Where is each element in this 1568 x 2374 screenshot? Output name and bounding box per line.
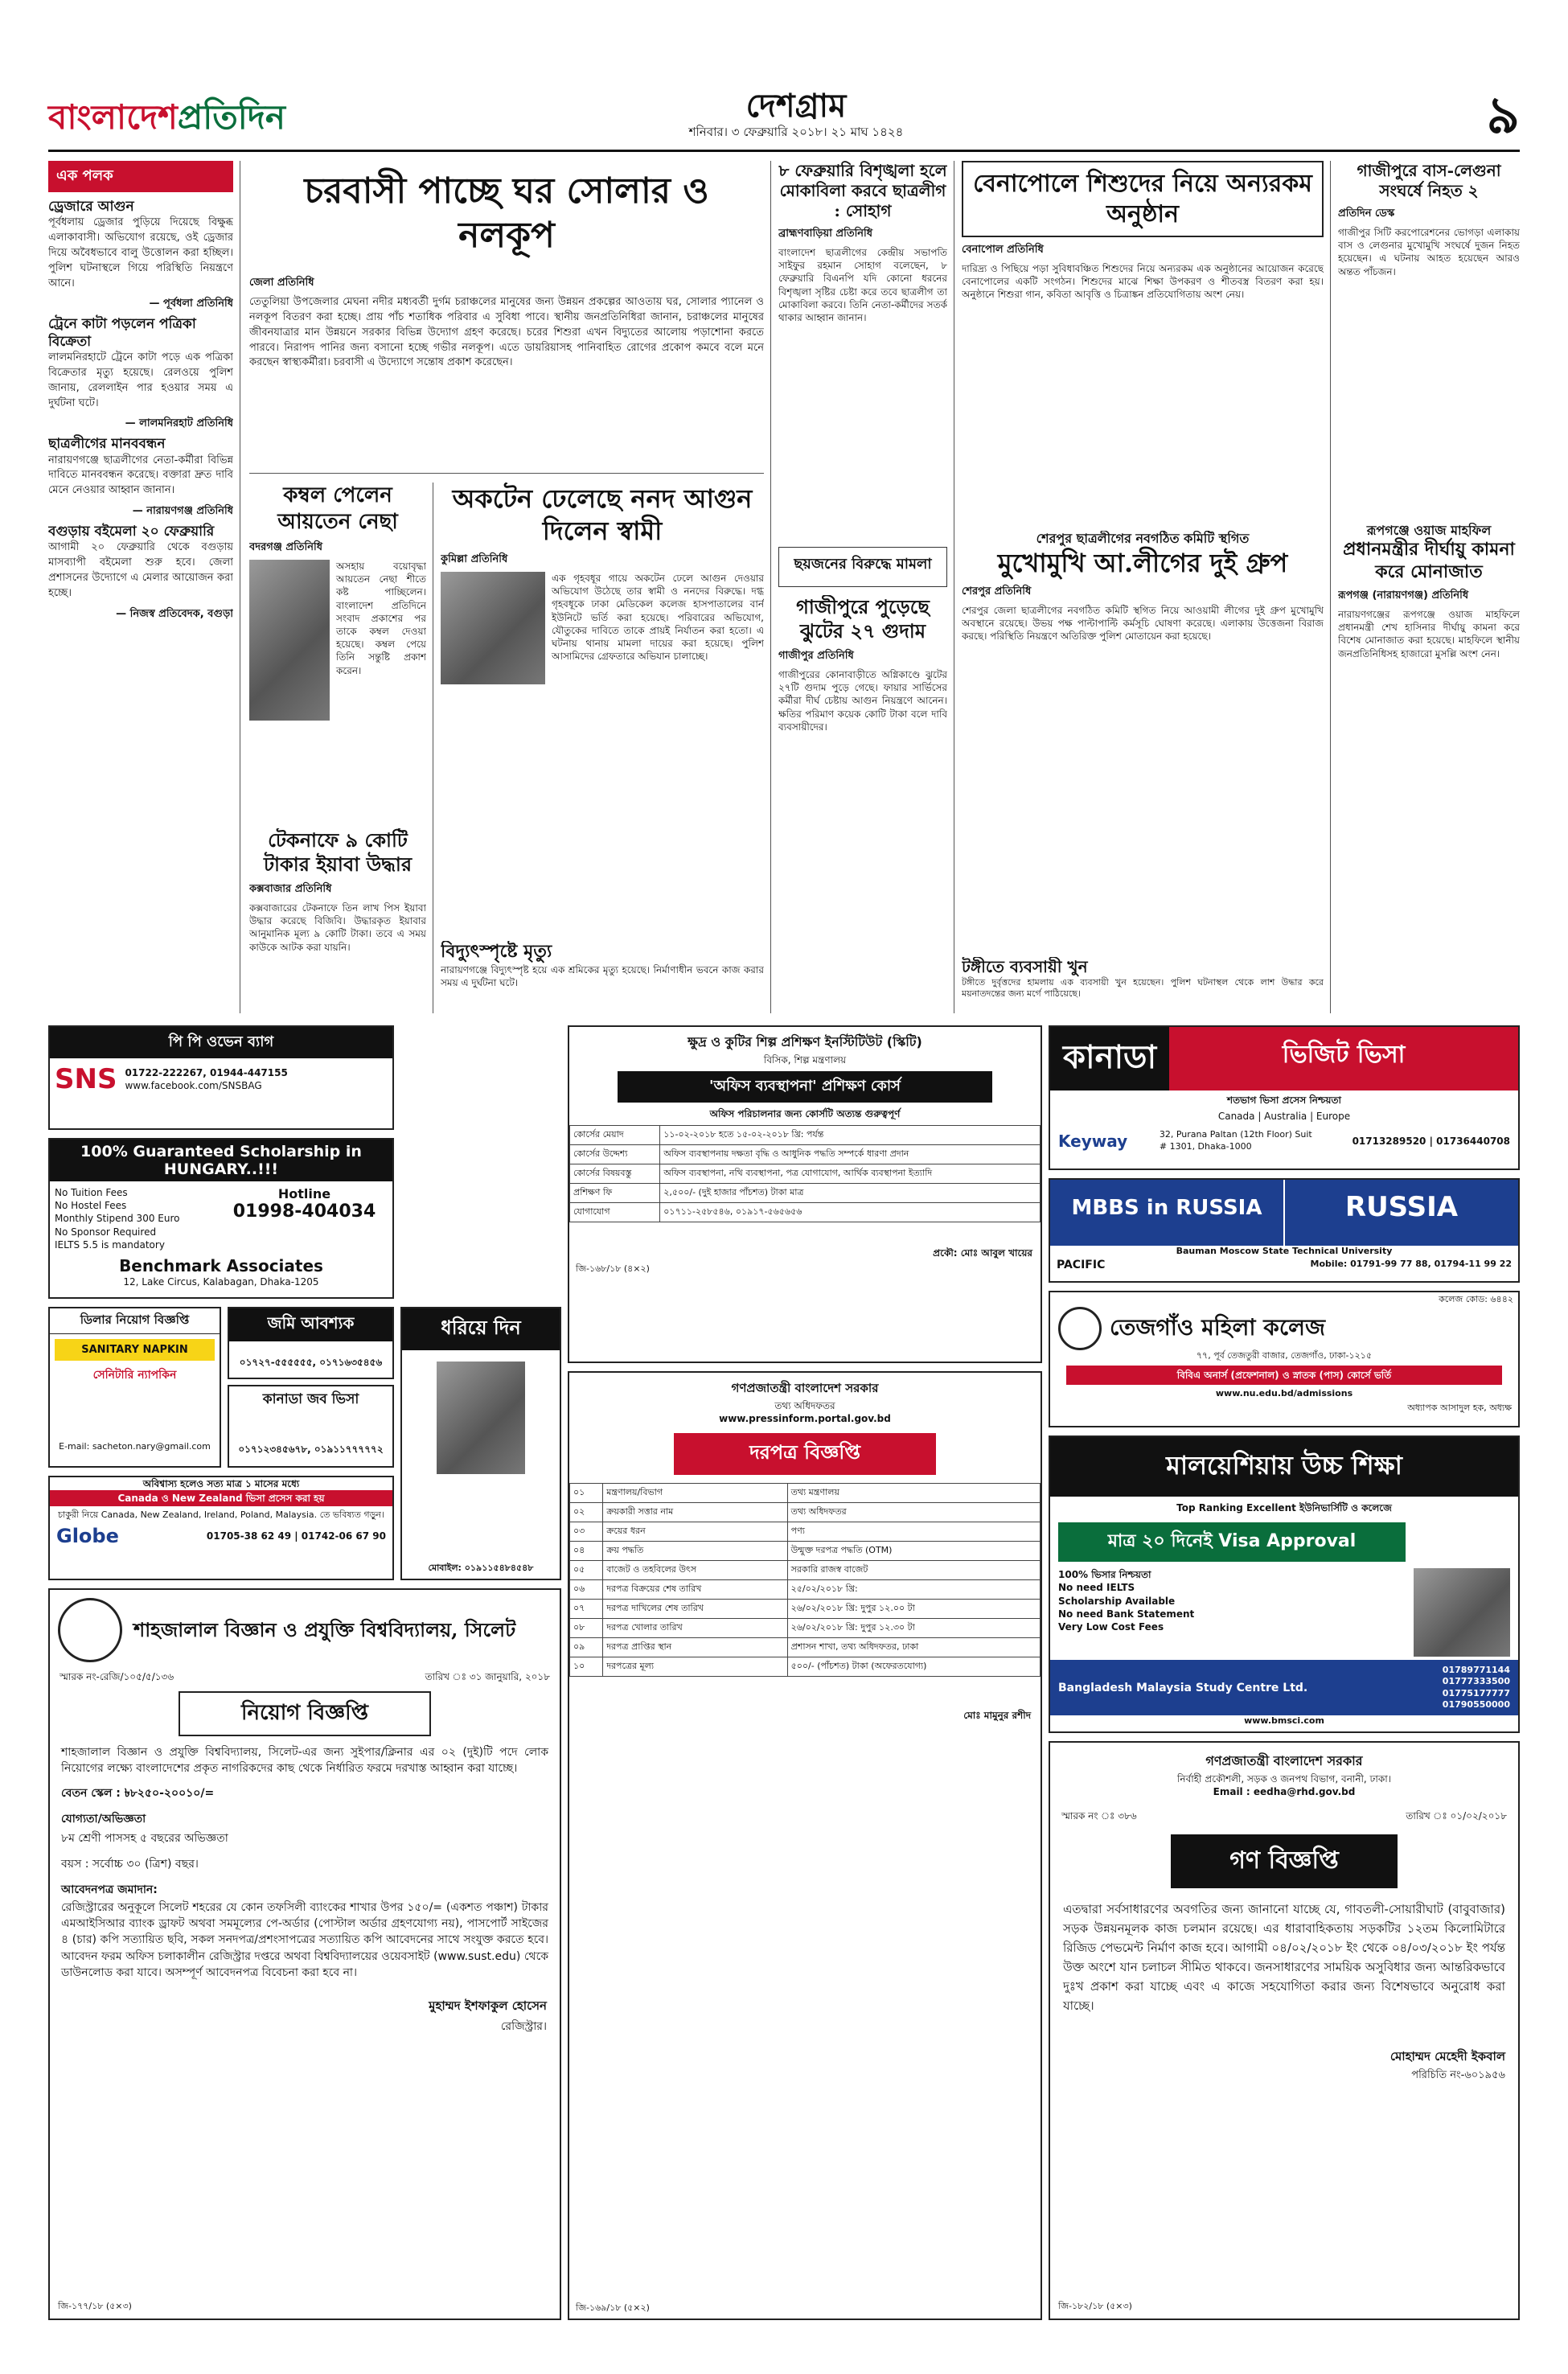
column-divider xyxy=(1330,161,1331,1013)
brief-body: পূর্বধলায় ড্রেজার পুড়িয়ে দিয়েছে বিক্ষুব্ধ এলাকাবাসী। অভিযোগ রয়েছে, ওই ড্রেজার দিয়ে অবৈধভাবে বালু উত্তোলন করা হচ্ছিল। পুলিশ ঘটনাস্থলে গিয়ে পরিস্থিতি নিয়ন্ত্রণে আনে। xyxy=(48,216,233,290)
table-cell: উন্মুক্ত দরপত্র পদ্ধতি (OTM) xyxy=(787,1542,1040,1561)
table-cell: ০৮ xyxy=(570,1619,603,1638)
ad-hungary xyxy=(48,1138,394,1299)
ad-tender-code: জি-১৬৯/১৮ (৫×২) xyxy=(576,2302,650,2313)
ad-canada-visit-title1: কানাডা xyxy=(1050,1027,1169,1090)
ad-tejgaon-foot: অধ্যাপক আসাদুল হক, অধ্যক্ষ xyxy=(1407,1403,1512,1414)
elderly-woman-photo xyxy=(249,560,330,721)
table-cell: অফিস ব্যবস্থাপনায় দক্ষতা বৃদ্ধি ও আধুনিক পদ্ধতি সম্পর্কে ধারণা প্রদান xyxy=(660,1145,1041,1164)
ad-canada-job-title: কানাডা জব ভিসা xyxy=(262,1391,359,1407)
table-cell: ১০ xyxy=(570,1657,603,1677)
table-row xyxy=(570,1484,1041,1503)
table-row xyxy=(570,1203,1041,1222)
ad-roads-ref: স্মারক নং ঃ ৩৮৬ xyxy=(1061,1810,1137,1822)
ad-canada-job-phone: ০১৭১২৩৪৫৬৭৮, ০১৯১১৭৭৭৭৭২ xyxy=(238,1444,384,1455)
ad-roads-title: গণ বিজ্ঞপ্তি xyxy=(1171,1834,1398,1888)
ad-canada-visit-address: 32, Purana Paltan (12th Floor) Suit # 1301, Dhaka-1000 xyxy=(1159,1129,1312,1152)
story-gazipur-fire xyxy=(778,595,947,1013)
brief-byline: — নারায়ণগঞ্জ প্রতিনিধি xyxy=(132,505,233,518)
brief-headline: বগুড়ায় বইমেলা ২০ ফেব্রুয়ারি xyxy=(48,524,215,540)
victim-photo xyxy=(441,572,545,684)
story-nanda-byline: কুমিল্লা প্রতিনিধি xyxy=(441,553,508,565)
story-sohag-headline: ৮ ফেব্রুয়ারি বিশৃঙ্খলা হলে মোকাবিলা করবে ছাত্রলীগ : সোহাগ xyxy=(778,161,947,220)
story-mahfil xyxy=(1338,523,1520,1013)
ad-dhoriye-phone: মোবাইল: ০১৯১১৫৪৮৪৫৪৮ xyxy=(428,1563,534,1573)
ad-malaysia-point: Scholarship Available xyxy=(1058,1595,1176,1607)
story-mamla-headline: ছয়জনের বিরুদ্ধে মামলা xyxy=(794,556,932,573)
story-mahfil-body: নারায়ণগঞ্জের রূপগঞ্জে ওয়াজ মাহফিলে প্রধানমন্ত্রী শেখ হাসিনার দীর্ঘায়ু কামনা করে বিশেষ মোনাজাত করা হয়েছে। মাহফিলে স্থানীয় জনপ্রতিনিধিসহ হাজারো মুসল্লি অংশ নেন। xyxy=(1338,609,1520,659)
story-bus xyxy=(1338,161,1520,515)
brief-body: আগামী ২০ ফেব্রুয়ারি থেকে বগুড়ায় মাসব্যাপী বইমেলা শুরু হবে। জেলা প্রশাসনের উদ্যোগে এ মেলার আয়োজন করা হচ্ছে। xyxy=(48,541,233,599)
ad-tender-dept: তথ্য অধিদফতর xyxy=(774,1400,835,1411)
ad-canada-visit-line: শতভাগ ভিসা প্রসেস নিশ্চয়তা xyxy=(1226,1095,1341,1106)
table-row xyxy=(570,1561,1041,1580)
table-row xyxy=(570,1638,1041,1657)
ad-dhoriye xyxy=(400,1307,561,1580)
table-cell: প্রশাসন শাখা, তথ্য অধিদফতর, ঢাকা xyxy=(787,1638,1040,1657)
brief-byline: — নিজস্ব প্রতিবেদক, বগুড়া xyxy=(116,607,233,620)
page-number: ৯ xyxy=(1486,86,1520,146)
ad-russia-uni: Bauman Moscow State Technical University xyxy=(1176,1246,1393,1256)
ad-globe-brand: Globe xyxy=(56,1524,119,1547)
table-cell: দরপত্র প্রাপ্তির স্থান xyxy=(603,1638,787,1657)
ad-sust-notice: নিয়োগ বিজ্ঞপ্তি xyxy=(179,1691,431,1736)
ad-malaysia-point: 100% ভিসার নিশ্চয়তা xyxy=(1058,1569,1151,1581)
ad-malaysia xyxy=(1049,1435,1520,1733)
story-mamla xyxy=(778,547,947,587)
ad-sust-ref: স্মারক নং-রেজি/১০৫/৫/১৩৬ xyxy=(60,1671,174,1682)
ad-malaysia-web: www.bmsci.com xyxy=(1244,1715,1324,1727)
story-gazipur-fire-body: গাজীপুরের কোনাবাড়ীতে অগ্নিকাণ্ডে ঝুটের ২৭টি গুদাম পুড়ে গেছে। ফায়ার সার্ভিসের কর্মীরা দীর্ঘ চেষ্টায় আগুন নিয়ন্ত্রণে আনেন। ক্ষতির পরিমাণ কয়েক কোটি টাকা বলে দাবি ব্যবসায়ীদের। xyxy=(778,669,947,733)
table-cell: তথ্য মন্ত্রণালয় xyxy=(787,1484,1040,1503)
story-sherpur-kicker: শেরপুর ছাত্রলীগের নবগঠিত কমিটি স্থগিত xyxy=(1036,531,1250,546)
brief-item xyxy=(48,436,233,520)
ad-dealer-brand: সেনিটারি ন্যাপকিন xyxy=(92,1369,177,1382)
story-sohag xyxy=(778,161,947,539)
ad-snsbag-title: পি পি ওভেন ব্যাগ xyxy=(50,1027,392,1058)
story-nanda-body: এক গৃহবধূর গায়ে অকটেন ঢেলে আগুন দেওয়ার অভিযোগ উঠেছে তার স্বামী ও ননদের বিরুদ্ধে। দগ্ধ গৃহবধূকে ঢাকা মেডিকেল কলেজ হাসপাতালের বার্ন ইউনিটে ভর্তি করা হয়েছে। পরিবারের অভিযোগ, যৌতুকের দাবিতে তাকে প্রায়ই নির্যাতন করা হতো। এ ঘটনায় থানায় মামলা দায়ের করা হয়েছে। পুলিশ আসামিদের গ্রেফতারে অভিযান চালাচ্ছে। xyxy=(552,573,764,663)
story-nanda-headline: অকটেন ঢেলেছে ননদ আগুন দিলেন স্বামী xyxy=(452,483,753,546)
story-bus-body: গাজীপুর সিটি করপোরেশনের ভোগড়া এলাকায় বাস ও লেগুনার মুখোমুখি সংঘর্ষে দুজন নিহত হয়েছেন। এ ঘটনায় আহত হয়েছেন আরও অন্তত পাঁচজন। xyxy=(1338,227,1520,277)
ad-hungary-point: No Sponsor Required xyxy=(55,1226,157,1238)
ad-sust-date: তারিখ ঃ ৩১ জানুয়ারি, ২০১৮ xyxy=(425,1671,550,1682)
story-benapole-body: দারিদ্র্য ও পিছিয়ে পড়া সুবিধাবঞ্চিত শিশুদের নিয়ে অন্যরকম এক অনুষ্ঠানের আয়োজন করেছে বেনাপোলের একটি সংগঠন। শিশুদের মাঝে শিক্ষা উপকরণ ও শীতবস্ত্র বিতরণ করা হয়। অনুষ্ঠানে শিশুরা গান, কবিতা আবৃত্তি ও চিত্রাঙ্কন প্রতিযোগিতায় অংশ নেয়। xyxy=(962,263,1324,301)
story-benapole xyxy=(962,161,1324,523)
ad-sust-body1: শাহজালাল বিজ্ঞান ও প্রযুক্তি বিশ্ববিদ্যালয়, সিলেট-এর জন্য সুইপার/ক্লিনার এর ০২ (দুই)টি পদে লোক নিয়োগের লক্ষ্যে বাংলাদেশের প্রকৃত নাগরিকদের কাছ থেকে নির্ধারিত ফরমে দরখাস্ত আহ্বান করা যাচ্ছে। xyxy=(61,1746,548,1776)
rule xyxy=(249,473,764,474)
story-benapole-headline: বেনাপোলে শিশুদের নিয়ে অন্যরকম অনুষ্ঠান xyxy=(962,161,1324,237)
ad-hungary-hotline: 01998-404034 xyxy=(232,1201,376,1222)
table-row xyxy=(570,1145,1041,1164)
ad-malaysia-ranking: Top Ranking Excellent ইউনিভার্সিটি ও কলেজে xyxy=(1176,1502,1392,1514)
ad-sust-apply-heading: আবেদনপত্র জমাদান: xyxy=(61,1883,158,1896)
ad-tender-title: দরপত্র বিজ্ঞপ্তি xyxy=(674,1433,936,1475)
table-cell: পণ্য xyxy=(787,1522,1040,1542)
ad-sust-code: জি-১৭৭/১৮ (৫×৩) xyxy=(58,2300,132,2311)
ad-sust-qual: ৮ম শ্রেণী পাসসহ ৫ বছরের অভিজ্ঞতা xyxy=(61,1831,228,1845)
story-mahfil-kicker: রূপগঞ্জে ওয়াজ মাহফিল xyxy=(1366,523,1492,538)
story-kombol-headline: কম্বল পেলেন আয়তেন নেছা xyxy=(277,483,398,534)
table-cell: মন্ত্রণালয়/বিভাগ xyxy=(603,1484,787,1503)
brief-item xyxy=(48,316,233,433)
story-sherpur-byline: শেরপুর প্রতিনিধি xyxy=(962,585,1032,598)
ad-tender-gov: গণপ্রজাতন্ত্রী বাংলাদেশ সরকার xyxy=(731,1381,879,1395)
ad-globe-line2: Canada ও New Zealand ভিসা প্রসেস করা হয় xyxy=(50,1490,392,1506)
story-char-byline: জেলা প্রতিনিধি xyxy=(249,277,314,289)
brief-byline: — পূর্বধলা প্রতিনিধি xyxy=(149,298,233,310)
table-row xyxy=(570,1126,1041,1145)
story-bidyut-body: নারায়ণগঞ্জে বিদ্যুৎস্পৃষ্ট হয়ে এক শ্রমিকের মৃত্যু হয়েছে। নির্মাণাধীন ভবনে কাজ করার সময় এ দুর্ঘটনা ঘটে। xyxy=(441,963,764,988)
table-row xyxy=(570,1503,1041,1522)
ad-roads-code: জি-১৮২/১৮ (৫×৩) xyxy=(1058,2300,1132,2311)
table-cell: ২৫/০২/২০১৮ খ্রি: xyxy=(787,1580,1040,1600)
ad-roads-date: তারিখ ঃ ০১/০২/২০১৮ xyxy=(1406,1810,1507,1822)
training-table xyxy=(569,1125,1041,1222)
ad-canada-visit-brand: Keyway xyxy=(1058,1131,1128,1151)
brief-label: এক পলক xyxy=(48,161,233,192)
table-cell: ২,৫০০/- (দুই হাজার পাঁচশত) টাকা মাত্র xyxy=(660,1184,1041,1203)
ad-globe-countries: চাকুরী নিয়ে Canada, New Zealand, Ireland, Poland, Malaysia. তে ভবিষ্যত গড়ুন। xyxy=(58,1509,384,1521)
story-bus-byline: প্রতিদিন ডেস্ক xyxy=(1338,207,1395,220)
brief-headline: ছাত্রলীগের মানববন্ধন xyxy=(48,436,166,453)
ad-russia-mobile: Mobile: 01791-99 77 88, 01794-11 99 22 xyxy=(1310,1259,1512,1270)
ad-roads xyxy=(1049,1741,1520,2320)
table-cell: সরকারি রাজস্ব বাজেট xyxy=(787,1561,1040,1580)
ad-sust xyxy=(48,1588,561,2320)
table-cell: তথ্য অধিদফতর xyxy=(787,1503,1040,1522)
column-divider xyxy=(770,161,771,1013)
table-cell: ০৯ xyxy=(570,1638,603,1657)
brief-body: নারায়ণগঞ্জে ছাত্রলীগের নেতা-কর্মীরা বিভিন্ন দাবিতে মানববন্ধন করেছে। বক্তারা দ্রুত দাবি মেনে নেওয়ার আহ্বান জানান। xyxy=(48,454,233,497)
ad-tender-web: www.pressinform.portal.gov.bd xyxy=(719,1413,891,1425)
table-cell: অফিস ব্যবস্থাপনা, নথি ব্যবস্থাপনা, পত্র যোগাযোগ, আর্থিক ব্যবস্থাপনা ইত্যাদি xyxy=(660,1164,1041,1184)
story-mahfil-headline: প্রধানমন্ত্রীর দীর্ঘায়ু কামনা করে মোনাজাত xyxy=(1343,539,1515,582)
story-teknaf-headline: টেকনাফে ৯ কোটি টাকার ইয়াবা উদ্ধার xyxy=(263,828,413,876)
table-cell: ২৬/০২/২০১৮ খ্রি: দুপুর ১২.০০ টা xyxy=(787,1600,1040,1619)
ad-tejgaon-code: কলেজ কোড: ৬৪৪২ xyxy=(1439,1294,1513,1304)
ad-sust-title: শাহজালাল বিজ্ঞান ও প্রযুক্তি বিশ্ববিদ্যালয়, সিলেট xyxy=(133,1618,516,1641)
ad-hungary-point: No Tuition Fees xyxy=(55,1187,128,1198)
table-cell: দরপত্র বিক্রয়ের শেষ তারিখ xyxy=(603,1580,787,1600)
table-cell: ০৪ xyxy=(570,1542,603,1561)
ad-roads-office: নির্বাহী প্রকৌশলী, সড়ক ও জনপথ বিভাগ, বনানী, ঢাকা। xyxy=(1176,1773,1391,1785)
issue-date: শনিবার। ৩ ফেব্রুয়ারি ২০১৮। ২১ মাঘ ১৪২৪ xyxy=(688,125,904,139)
story-teknaf-byline: কক্সবাজার প্রতিনিধি xyxy=(249,883,332,895)
brief-byline: — লালমনিরহাট প্রতিনিধি xyxy=(125,417,233,430)
section-title: দেশগ্রাম xyxy=(745,88,847,125)
ad-sust-qual-heading: যোগ্যতা/অভিজ্ঞতা xyxy=(61,1812,146,1826)
ad-globe-phones: 01705-38 62 49 | 01742-06 67 90 xyxy=(206,1530,386,1542)
ad-snsbag-brand: SNS xyxy=(55,1063,117,1095)
table-row xyxy=(570,1164,1041,1184)
college-seal-icon xyxy=(1058,1307,1102,1350)
ad-canada-visit-title2: ভিজিট ভিসা xyxy=(1169,1027,1518,1090)
story-gazipur-fire-byline: গাজীপুর প্রতিনিধি xyxy=(778,650,854,662)
story-sohag-body: বাংলাদেশ ছাত্রলীগের কেন্দ্রীয় সভাপতি সাইফুর রহমান সোহাগ বলেছেন, ৮ ফেব্রুয়ারি বিএনপি যদি কোনো ধরনের বিশৃঙ্খলা সৃষ্টির চেষ্টা করে তবে ছাত্রলীগ তা মোকাবিলা করবে। তিনি নেতা-কর্মীদের সতর্ক থাকার আহ্বান জানান। xyxy=(778,247,947,323)
table-row xyxy=(570,1184,1041,1203)
ad-snsbag-web: www.facebook.com/SNSBAG xyxy=(125,1080,262,1091)
ad-canada-visit xyxy=(1049,1025,1520,1170)
ad-canada-job xyxy=(228,1385,394,1468)
story-kombol xyxy=(249,483,426,820)
story-kombol-body: অসহায় বয়োবৃদ্ধা আয়তেন নেছা শীতে কষ্ট পাচ্ছিলেন। বাংলাদেশ প্রতিদিনে সংবাদ প্রকাশের পর তাকে কম্বল দেওয়া হয়েছে। কম্বল পেয়ে তিনি সন্তুষ্টি প্রকাশ করেন। xyxy=(336,561,426,676)
ad-malaysia-phone: 01775177777 xyxy=(1442,1687,1510,1698)
ad-globe xyxy=(48,1476,394,1580)
story-bidyut-headline: বিদ্যুৎস্পৃষ্টে মৃত্যু xyxy=(441,941,552,962)
masthead xyxy=(48,76,1520,149)
ad-roads-gov: গণপ্রজাতন্ত্রী বাংলাদেশ সরকার xyxy=(1205,1753,1363,1768)
newspaper-logo xyxy=(48,91,285,148)
table-row xyxy=(570,1580,1041,1600)
ad-canada-visit-phones: 01713289520 | 01736440708 xyxy=(1352,1135,1510,1147)
ad-tejgaon-band: বিবিএ অনার্স (প্রফেশনাল) ও স্নাতক (পাস) কোর্সে ভর্তি xyxy=(1066,1366,1502,1385)
ad-tender-signer: মোঃ মামুনুর রশীদ xyxy=(963,1710,1031,1722)
brief-item xyxy=(48,199,233,313)
student-photo xyxy=(1414,1568,1510,1657)
ad-globe-top: অবিশ্বাস্য হলেও সত্য মাত্র ১ মাসের মধ্যে xyxy=(142,1478,300,1489)
table-cell: ২৬/০২/২০১৮ খ্রি: দুপুর ১২.৩০ টা xyxy=(787,1619,1040,1638)
story-tongi xyxy=(962,957,1324,1013)
ad-hungary-point: IELTS 5.5 is mandatory xyxy=(55,1238,165,1251)
table-cell: ০৩ xyxy=(570,1522,603,1542)
story-sherpur-headline: মুখোমুখি আ.লীগের দুই গ্রুপ xyxy=(997,548,1288,578)
ad-training-intro: অফিস পরিচালনার জন্য কোর্সটি অত্যন্ত গুরুত্বপূর্ণ xyxy=(709,1108,901,1120)
ad-hungary-title: 100% Guaranteed Scholarship in HUNGARY..!!! xyxy=(50,1140,392,1181)
ad-snsbag xyxy=(48,1025,394,1130)
table-cell: ০৫ xyxy=(570,1561,603,1580)
ad-malaysia-point: No need Bank Statement xyxy=(1058,1608,1195,1620)
table-cell: দরপত্র খোলার তারিখ xyxy=(603,1619,787,1638)
table-cell: যোগাযোগ xyxy=(570,1203,660,1222)
table-cell: ক্রয়ের ধরন xyxy=(603,1522,787,1542)
story-bidyut xyxy=(441,941,764,1013)
table-cell: ০১৭১১-২৫৮৫৪৬, ০১৯১৭-৫৬৫৬৫৬ xyxy=(660,1203,1041,1222)
ad-snsbag-phones: 01722-222267, 01944-447155 xyxy=(125,1066,288,1078)
ad-sust-role: রেজিস্ট্রার। xyxy=(500,2020,547,2034)
table-row xyxy=(570,1542,1041,1561)
ad-training-code: জি-১৬৮/১৮ (৪×২) xyxy=(576,1263,650,1274)
ad-hungary-company: Benchmark Associates xyxy=(119,1255,323,1275)
ad-russia xyxy=(1049,1178,1520,1283)
university-seal-icon xyxy=(58,1598,122,1662)
brief-column xyxy=(48,161,233,1013)
table-cell: ০৭ xyxy=(570,1600,603,1619)
ad-jomi xyxy=(228,1307,394,1379)
ad-dhoriye-title: ধরিয়ে দিন xyxy=(402,1308,560,1350)
table-cell: কোর্সের মেয়াদ xyxy=(570,1126,660,1145)
ad-roads-body: এতদ্বারা সর্বসাধারণের অবগতির জন্য জানানো যাচ্ছে যে, গাবতলী-সোয়ারীঘাট (বাবুবাজার) সড়ক উন্নয়নমূলক কাজ চলমান রয়েছে। এর ধারাবাহিকতায় সড়কটির ১২তম কিলোমিটারে রিজিড পেভমেন্ট নির্মাণ কাজ হবে। আগামী ০৪/০২/২০১৮ ইং থেকে ০৪/০৩/২০১৮ ইং পর্যন্ত উক্ত অংশে যান চলাচল সীমিত থাকবে। জনসাধারণের সাময়িক অসুবিধার জন্য আন্তরিকভাবে দুঃখ প্রকাশ করা যাচ্ছে এবং এ কাজে সহযোগিতা করার জন্য বিশেষভাবে অনুরোধ করা যাচ্ছে। xyxy=(1063,1901,1505,2013)
ad-roads-signer: মোহাম্মদ মেহেদী ইকবাল xyxy=(1389,2048,1505,2064)
ad-malaysia-point: Very Low Cost Fees xyxy=(1058,1620,1164,1633)
story-teknaf-body: কক্সবাজারের টেকনাফে তিন লাখ পিস ইয়াবা উদ্ধার করেছে বিজিবি। উদ্ধারকৃত ইয়াবার আনুমানিক মূল্য ৯ কোটি টাকা। তবে এ সময় কাউকে আটক করা যায়নি। xyxy=(249,902,426,953)
ad-dealer xyxy=(48,1307,221,1468)
table-cell: বাজেট ও তহবিলের উৎস xyxy=(603,1561,787,1580)
ad-hungary-hotline-label: Hotline xyxy=(277,1186,331,1201)
ad-malaysia-phone: 01789771144 xyxy=(1442,1665,1510,1676)
story-tongi-body: টঙ্গীতে দুর্বৃত্তদের হামলায় এক ব্যবসায়ী খুন হয়েছেন। পুলিশ ঘটনাস্থল থেকে লাশ উদ্ধার করে ময়নাতদন্তের জন্য মর্গে পাঠিয়েছে। xyxy=(962,977,1324,1000)
story-sherpur xyxy=(962,531,1324,949)
story-gazipur-fire-headline: গাজীপুরে পুড়েছে ঝুটের ২৭ গুদাম xyxy=(796,595,930,643)
ad-dealer-email: E-mail: sacheton.nary@gmail.com xyxy=(59,1441,211,1452)
story-tongi-headline: টঙ্গীতে ব্যবসায়ী খুন xyxy=(962,957,1088,976)
table-cell: ০৬ xyxy=(570,1580,603,1600)
ad-malaysia-brand: Bangladesh Malaysia Study Centre Ltd. xyxy=(1058,1681,1308,1694)
ad-training-signer: প্রকৌ: মোঃ আবুল খায়ের xyxy=(933,1247,1032,1259)
ad-sust-pay: বেতন স্কেল : ৳৮২৫০-২০০১০/= xyxy=(61,1786,215,1800)
ad-russia-right: RUSSIA xyxy=(1283,1180,1518,1246)
story-sohag-byline: ব্রাহ্মণবাড়িয়া প্রতিনিধি xyxy=(778,228,873,240)
story-char-headline: চরবাসী পাচ্ছে ঘর সোলার ও নলকূপ xyxy=(304,170,709,256)
ad-tender xyxy=(568,1371,1042,2320)
table-cell: ০১ xyxy=(570,1484,603,1503)
ad-tejgaon-addr: ৭৭, পূর্ব তেজতুরী বাজার, তেজগাঁও, ঢাকা-১২১৫ xyxy=(1196,1350,1373,1362)
ad-russia-brand: PACIFIC xyxy=(1057,1259,1106,1272)
ad-sust-body2: রেজিস্ট্রারের অনুকূলে সিলেট শহরের যে কোন তফসিলী ব্যাংকের শাখার উপর ১৫০/= (একশত পঞ্চাশ) টাকার এমআইসিআর ব্যাংক ড্রাফট অথবা সমমূল্যের পে-অর্ডার (পোস্টাল অর্ডার গ্রহণযোগ্য নয়), পাসপোর্ট সাইজের ৪ (চার) কপি সত্যায়িত ছবি, সকল সনদপত্র/প্রশংসাপত্রের সত্যায়িত কপি আবেদনের সাথে সংযুক্ত করতে হবে। আবেদন ফরম অফিস চলাকালীন রেজিস্ট্রার দপ্তরে অথবা বিশ্ববিদ্যালয়ের ওয়েবসাইট (www.sust.edu) থেকে ডাউনলোড করা যাবে। অসম্পূর্ণ আবেদনপত্র বিবেচনা করা হবে না। xyxy=(61,1900,548,1979)
ad-malaysia-approval: মাত্র ২০ দিনেই Visa Approval xyxy=(1058,1522,1406,1562)
ad-tejgaon-web: www.nu.edu.bd/admissions xyxy=(1215,1387,1353,1399)
ad-training-course: 'অফিস ব্যবস্থাপনা' প্রশিক্ষণ কোর্স xyxy=(618,1071,992,1103)
table-cell: দরপত্রের মূল্য xyxy=(603,1657,787,1677)
story-sherpur-body: শেরপুর জেলা ছাত্রলীগের নবগঠিত কমিটি স্থগিত নিয়ে আওয়ামী লীগের দুই গ্রুপ মুখোমুখি অবস্থানে রয়েছে। উভয় পক্ষ পাল্টাপাল্টি কর্মসূচি ঘোষণা করেছে। এলাকায় উত্তেজনা বিরাজ করছে। পরিস্থিতি নিয়ন্ত্রণে অতিরিক্ত পুলিশ মোতায়েন করা হয়েছে। xyxy=(962,605,1324,643)
table-cell: কোর্সের উদ্দেশ্য xyxy=(570,1145,660,1164)
ad-roads-email: Email : eedha@rhd.gov.bd xyxy=(1213,1786,1356,1798)
table-cell: ৫০০/- (পাঁচশত) টাকা (অফেরতযোগ্য) xyxy=(787,1657,1040,1677)
table-cell: ০২ xyxy=(570,1503,603,1522)
logo-part2: প্রতিদিন xyxy=(177,97,285,137)
brief-item xyxy=(48,524,233,623)
ad-jomi-phone: ০১৭২৭-৫৫৫৫৫৫, ০১৭১৬৩৫৪৫৬ xyxy=(239,1357,383,1368)
ad-malaysia-point: No need IELTS xyxy=(1058,1582,1135,1594)
table-row xyxy=(570,1600,1041,1619)
table-cell: ক্রয়কারী সত্তার নাম xyxy=(603,1503,787,1522)
logo-part1: বাংলাদেশ xyxy=(48,97,178,137)
story-char-body: তেতুলিয়া উপজেলার মেঘনা নদীর মধ্যবর্তী দুর্গম চরাঞ্চলের মানুষের জন্য উন্নয়ন প্রকল্পের আওতায় ঘর, সোলার প্যানেল ও নলকূপ বিতরণ করা হচ্ছে। প্রায় পাঁচ শতাধিক পরিবার এ সুবিধা পাবে। স্থানীয় জনপ্রতিনিধিরা জানান, চরাঞ্চলের মানুষের জীবনযাত্রার মান উন্নয়নে সরকার বিভিন্ন উদ্যোগ গ্রহণ করেছে। চরের শিশুরা এখন বিদ্যুতের আলোয় পড়াশোনা করতে পারবে। নিরাপদ পানির জন্য বসানো হচ্ছে গভীর নলকূপ। এতে ডায়রিয়াসহ পানিবাহিত রোগের প্রকোপ কমবে বলে মনে করছেন স্বাস্থ্যকর্মীরা। চরবাসী এ উদ্যোগে সন্তোষ প্রকাশ করেছেন। xyxy=(249,296,764,369)
tender-table xyxy=(569,1483,1041,1677)
story-bus-headline: গাজীপুরে বাস-লেগুনা সংঘর্ষে নিহত ২ xyxy=(1357,161,1501,200)
table-row xyxy=(570,1522,1041,1542)
ad-training-org: ক্ষুদ্র ও কুটির শিল্প প্রশিক্ষণ ইনস্টিটিউট (স্কিটি) xyxy=(688,1034,922,1049)
ad-malaysia-phone: 01777333500 xyxy=(1442,1676,1510,1687)
ad-russia-left: MBBS in RUSSIA xyxy=(1050,1180,1283,1246)
story-char xyxy=(249,161,764,466)
ad-sust-age: বয়স : সর্বোচ্চ ৩০ (ত্রিশ) বছর। xyxy=(61,1857,199,1871)
ad-tejgaon xyxy=(1049,1291,1520,1427)
table-cell: ক্রয় পদ্ধতি xyxy=(603,1542,787,1561)
ad-malaysia-title: মালয়েশিয়ায় উচ্চ শিক্ষা xyxy=(1050,1437,1518,1497)
story-teknaf xyxy=(249,828,426,1013)
wanted-person-photo xyxy=(437,1362,525,1474)
story-kombol-byline: বদরগঞ্জ প্রতিনিধি xyxy=(249,541,323,553)
brief-headline: ট্রেনে কাটা পড়লেন পত্রিকা বিক্রেতা xyxy=(48,316,196,350)
ad-hungary-point: No Hostel Fees xyxy=(55,1200,127,1212)
brief-headline: ড্রেজারে আগুন xyxy=(48,199,134,215)
ad-roads-signer-id: পরিচিতি নং-৬০১৯৫৬ xyxy=(1411,2068,1505,2081)
table-row xyxy=(570,1619,1041,1638)
ad-training-sub: বিসিক, শিল্প মন্ত্রণালয় xyxy=(763,1054,847,1066)
table-cell: প্রশিক্ষণ ফি xyxy=(570,1184,660,1203)
ad-training xyxy=(568,1025,1042,1363)
ad-tejgaon-title: তেজগাঁও মহিলা কলেজ xyxy=(1110,1313,1325,1341)
ad-dealer-title: ডিলার নিয়োগ বিজ্ঞপ্তি xyxy=(50,1308,220,1334)
ad-hungary-address: 12, Lake Circus, Kalabagan, Dhaka-1205 xyxy=(123,1275,319,1288)
ad-dealer-product: SANITARY NAPKIN xyxy=(55,1339,215,1361)
brief-body: লালমনিরহাটে ট্রেনে কাটা পড়ে এক পত্রিকা বিক্রেতার মৃত্যু হয়েছে। রেলওয়ে পুলিশ জানায়, রেললাইন পার হওয়ার সময় এ দুর্ঘটনা ঘটে। xyxy=(48,351,233,409)
table-row xyxy=(570,1657,1041,1677)
ad-jomi-title: জমি আবশ্যক xyxy=(229,1308,392,1341)
ad-malaysia-phone: 01790550000 xyxy=(1442,1699,1510,1711)
table-cell: দরপত্র দাখিলের শেষ তারিখ xyxy=(603,1600,787,1619)
table-cell: কোর্সের বিষয়বস্তু xyxy=(570,1164,660,1184)
story-mahfil-byline: রূপগঞ্জ (নারায়ণগঞ্জ) প্রতিনিধি xyxy=(1338,589,1469,602)
ad-hungary-point: Monthly Stipend 300 Euro xyxy=(55,1213,180,1225)
story-nanda xyxy=(441,483,764,933)
ad-canada-visit-countries: Canada | Australia | Europe xyxy=(1217,1111,1351,1123)
table-cell: ১১-০২-২০১৮ হতে ১৫-০২-২০১৮ খ্রি: পর্যন্ত xyxy=(660,1126,1041,1145)
ad-sust-signer: মুহাম্মদ ইশফাকুল হোসেন xyxy=(429,1998,547,2014)
masthead-rule xyxy=(48,150,1520,152)
story-benapole-byline: বেনাপোল প্রতিনিধি xyxy=(962,244,1044,256)
